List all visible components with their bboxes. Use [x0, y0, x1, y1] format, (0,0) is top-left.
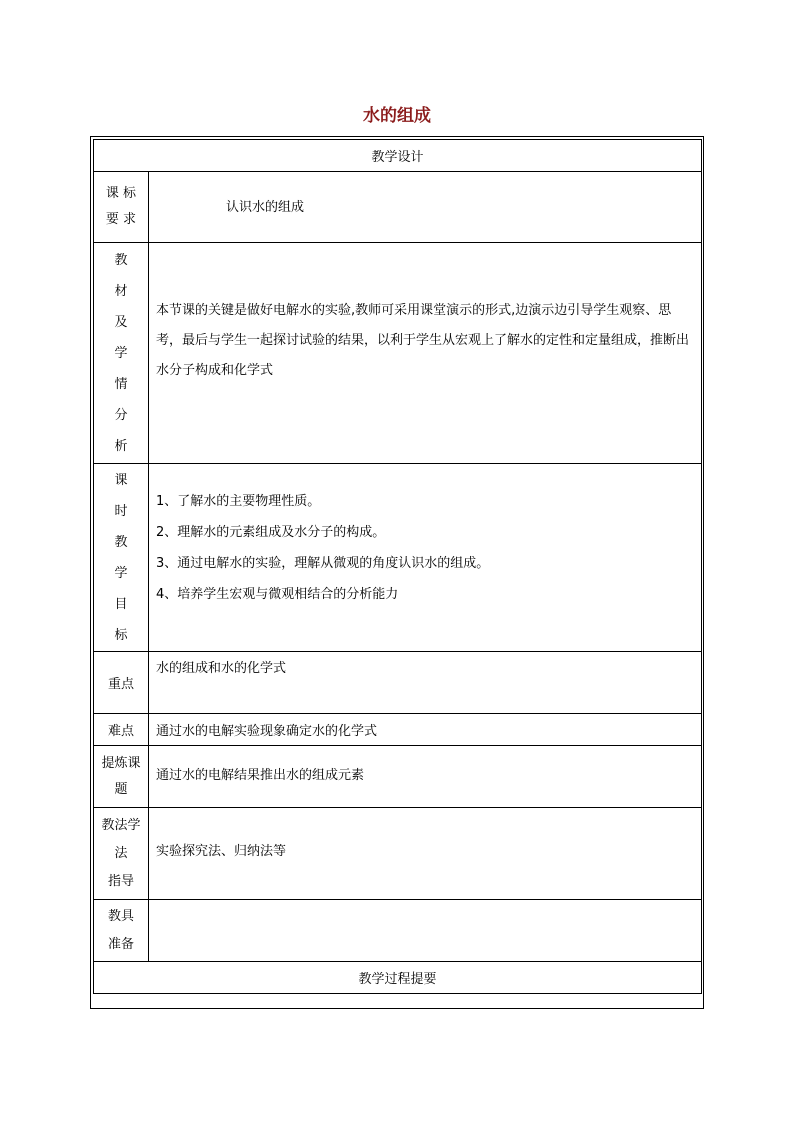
content-key-point: 水的组成和水的化学式: [149, 652, 702, 714]
label-refined-topic: 提炼课 题: [94, 746, 149, 808]
table-row-header: [94, 140, 702, 172]
list-item: 1、了解水的主要物理性质。: [156, 493, 321, 509]
table-row-objectives: [94, 464, 702, 652]
lesson-plan-table: [93, 139, 702, 994]
list-item: 2、理解水的元素组成及水分子的构成。: [156, 524, 386, 540]
label-lesson-objectives: 课 时 教 学 目 标: [94, 464, 149, 652]
footer-cell: 教学过程提要: [94, 962, 702, 994]
label-key-point: 重点: [94, 652, 149, 714]
label-difficulty: 难点: [94, 714, 149, 746]
label-teaching-methods: 教法学 法 指导: [94, 808, 149, 900]
content-teaching-tools: [149, 900, 702, 962]
label-teaching-tools: 教具 准备: [94, 900, 149, 962]
table-row-key-point: [94, 652, 702, 714]
header-cell: 教学设计: [94, 140, 702, 172]
table-row-footer: [94, 962, 702, 994]
table-row-topic: [94, 746, 702, 808]
table-row-methods: [94, 808, 702, 900]
content-material-analysis: 本节课的关键是做好电解水的实验,教师可采用课堂演示的形式,边演示边引导学生观察、思考，最后与学生一起探讨试验的结果，以利于学生从宏观上了解水的定性和定量组成，推断出水分子构成和化学式: [149, 243, 702, 464]
content-teaching-methods: 实验探究法、归纳法等: [149, 808, 702, 900]
table-row-standard: [94, 172, 702, 243]
label-material-analysis: 教 材 及 学 情 分 析: [94, 243, 149, 464]
table-row-difficulty: [94, 714, 702, 746]
content-refined-topic: 通过水的电解结果推出水的组成元素: [149, 746, 702, 808]
list-item: 3、通过电解水的实验，理解从微观的角度认识水的组成。: [156, 555, 490, 571]
table-row-tools: [94, 900, 702, 962]
content-difficulty: 通过水的电解实验现象确定水的化学式: [149, 714, 702, 746]
table-row-analysis: [94, 243, 702, 464]
content-lesson-objectives: [149, 464, 702, 652]
content-curriculum-requirement: 认识水的组成: [149, 172, 702, 243]
label-curriculum-requirement: 课 标 要 求: [94, 172, 149, 243]
list-item: 4、培养学生宏观与微观相结合的分析能力: [156, 586, 399, 602]
document-title: 水的组成: [363, 106, 431, 126]
